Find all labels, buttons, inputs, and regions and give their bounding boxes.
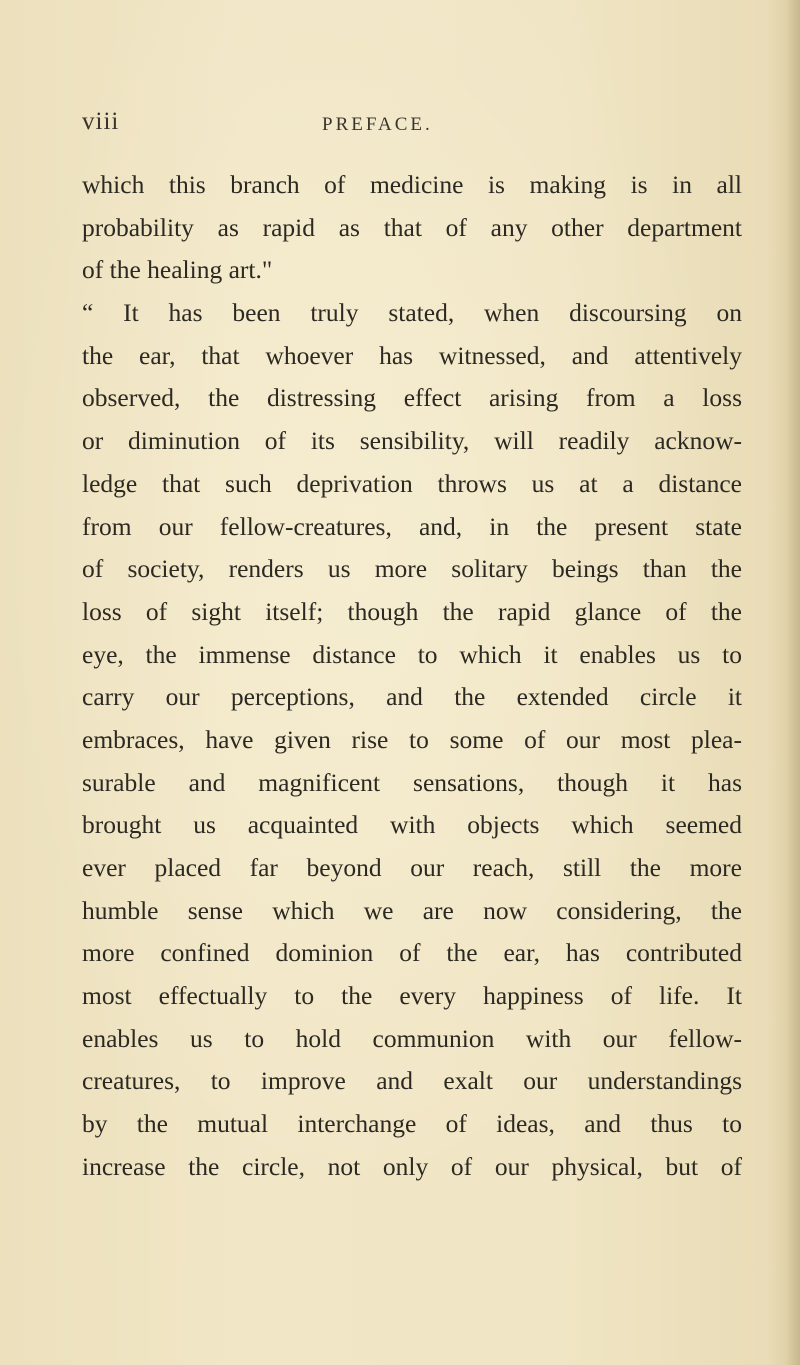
text-line: observed, the distressing effect arising from a loss	[82, 383, 742, 413]
text-line: increase the circle, not only of our physical, but of	[82, 1151, 742, 1181]
text-line: embraces, have given rise to some of our most plea-	[82, 724, 742, 754]
text-line: surable and magnificent sensations, though it has	[82, 767, 742, 797]
text-line: carry our perceptions, and the extended circle it	[82, 682, 742, 712]
text-line: loss of sight itself; though the rapid glance of the	[82, 596, 742, 626]
text-line: enables us to hold communion with our fellow-	[82, 1023, 742, 1053]
text-line: probability as rapid as that of any other department	[82, 212, 742, 242]
text-line: the ear, that whoever has witnessed, and attentively	[82, 340, 742, 370]
text-line: of society, renders us more solitary beings than the	[82, 554, 742, 584]
text-line: humble sense which we are now considering, the	[82, 895, 742, 925]
text-line: more confined dominion of the ear, has contributed	[82, 938, 742, 968]
text-line: “ It has been truly stated, when discoursing on	[82, 298, 742, 328]
page-header	[82, 108, 730, 138]
text-line: ever placed far beyond our reach, still the more	[82, 853, 742, 882]
text-line: which this branch of medicine is making is in all	[82, 170, 742, 199]
page-number: viii	[82, 108, 120, 135]
body-text	[82, 164, 742, 1189]
text-line: ledge that such deprivation throws us at a distance	[82, 468, 742, 498]
running-head: PREFACE.	[322, 114, 433, 135]
text-line: from our fellow-creatures, and, in the present state	[82, 511, 742, 541]
text-line: most effectually to the every happiness of life. It	[82, 981, 742, 1011]
text-line: eye, the immense distance to which it enables us to	[82, 639, 742, 669]
text-line: by the mutual interchange of ideas, and thus to	[82, 1109, 742, 1139]
text-line: or diminution of its sensibility, will readily acknow-	[82, 426, 742, 456]
text-line: creatures, to improve and exalt our understandings	[82, 1066, 742, 1096]
page-edge-shadow	[786, 0, 800, 1365]
text-line: brought us acquainted with objects which seemed	[82, 810, 742, 840]
text-line: of the healing art."	[82, 255, 273, 285]
